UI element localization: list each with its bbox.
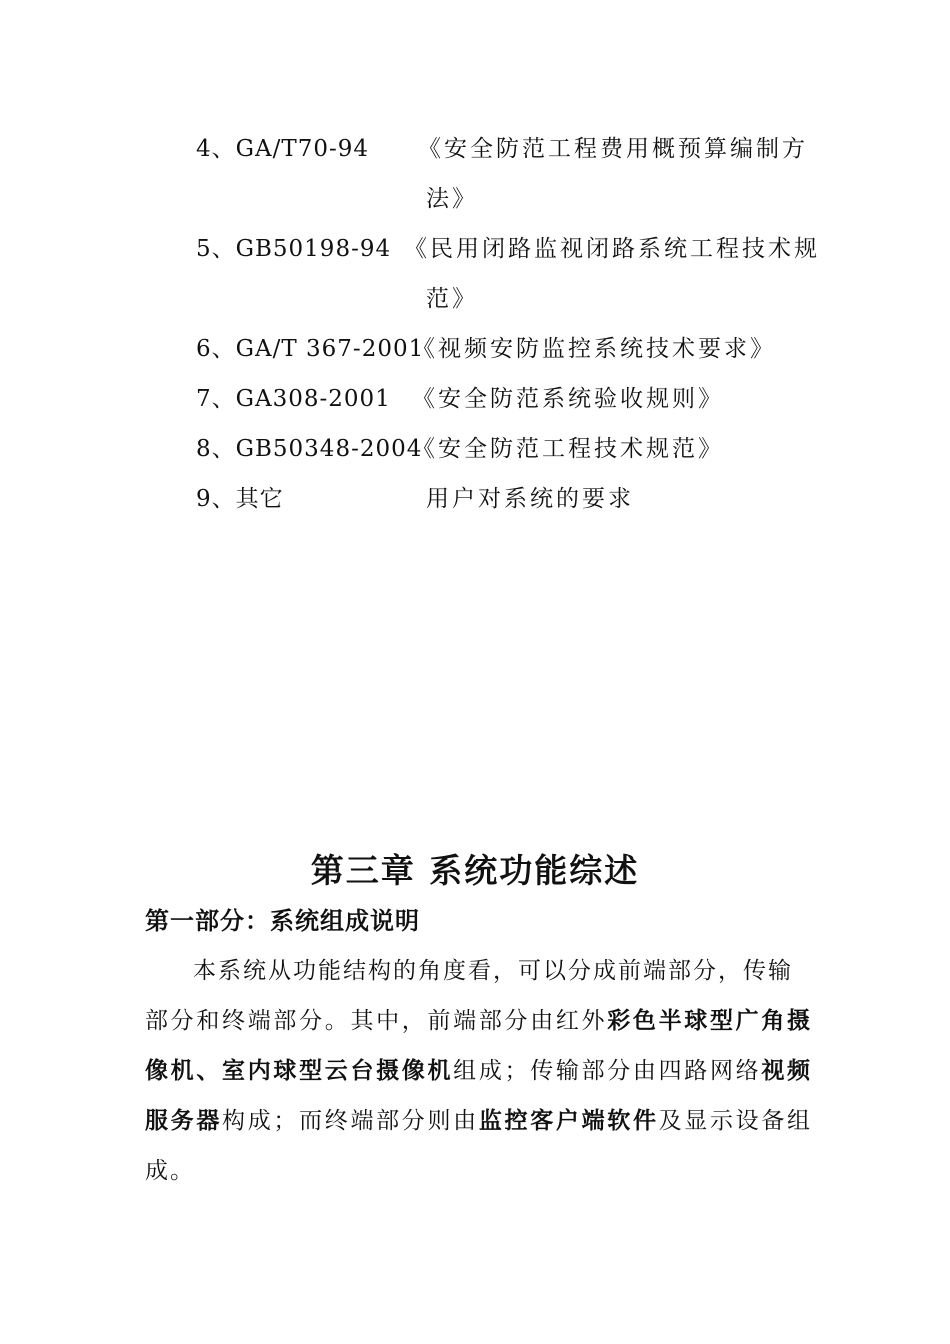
paragraph-text: 部分和终端部分。其中，前端部分由红外 xyxy=(145,1008,608,1034)
reference-code: 8、GB50348-2004 xyxy=(196,436,423,462)
reference-code: 9、其它 xyxy=(196,486,284,512)
chapter-title: 第三章 系统功能综述 xyxy=(310,851,640,890)
paragraph-line-4 xyxy=(145,1096,810,1146)
reference-item-4 xyxy=(196,124,816,174)
reference-item-4-continuation xyxy=(196,174,816,224)
reference-code: 5、GB50198-94 xyxy=(196,236,392,262)
paragraph-line-3 xyxy=(145,1046,810,1096)
reference-title: 《安全防范工程技术规范》 xyxy=(412,436,724,462)
reference-item-8 xyxy=(196,424,816,474)
reference-title-continuation: 法》 xyxy=(426,186,478,212)
reference-title-continuation: 范》 xyxy=(426,286,478,312)
reference-title: 《安全防范系统验收规则》 xyxy=(412,386,724,412)
section-title: 第一部分：系统组成说明 xyxy=(145,907,420,935)
reference-title: 《民用闭路监视闭路系统工程技术规 xyxy=(404,236,820,262)
paragraph-emphasis: 视频 xyxy=(761,1058,811,1084)
reference-code: 7、GA308-2001 xyxy=(196,386,391,412)
reference-title: 用户对系统的要求 xyxy=(426,486,634,512)
paragraph-line-5 xyxy=(145,1146,810,1196)
reference-item-9 xyxy=(196,474,816,524)
reference-item-5 xyxy=(196,224,820,274)
paragraph-line-1 xyxy=(145,946,810,996)
paragraph-line-2 xyxy=(145,996,810,1046)
paragraph-text: 组成；传输部分由四路网络 xyxy=(453,1058,762,1084)
paragraph-text: 成。 xyxy=(145,1158,195,1184)
reference-title: 《安全防范工程费用概预算编制方 xyxy=(418,136,808,162)
reference-code: 4、GA/T70-94 xyxy=(196,136,370,162)
reference-item-7 xyxy=(196,374,816,424)
reference-title: 《视频安防监控系统技术要求》 xyxy=(412,336,776,362)
reference-code: 6、GA/T 367-2001 xyxy=(196,336,425,362)
paragraph-emphasis: 像机、室内球型云台摄像机 xyxy=(145,1058,454,1084)
reference-item-6 xyxy=(196,324,816,374)
paragraph-text: 及显示设备组 xyxy=(658,1108,811,1134)
paragraph-emphasis: 彩色半球型广角摄 xyxy=(607,1008,811,1034)
reference-item-5-continuation xyxy=(196,274,816,324)
paragraph-emphasis: 服务器 xyxy=(145,1108,223,1134)
paragraph-text: 构成；而终端部分则由 xyxy=(222,1108,479,1134)
paragraph-emphasis: 监控客户端软件 xyxy=(478,1108,659,1134)
paragraph-text: 本系统从功能结构的角度看，可以分成前端部分，传输 xyxy=(193,958,793,984)
